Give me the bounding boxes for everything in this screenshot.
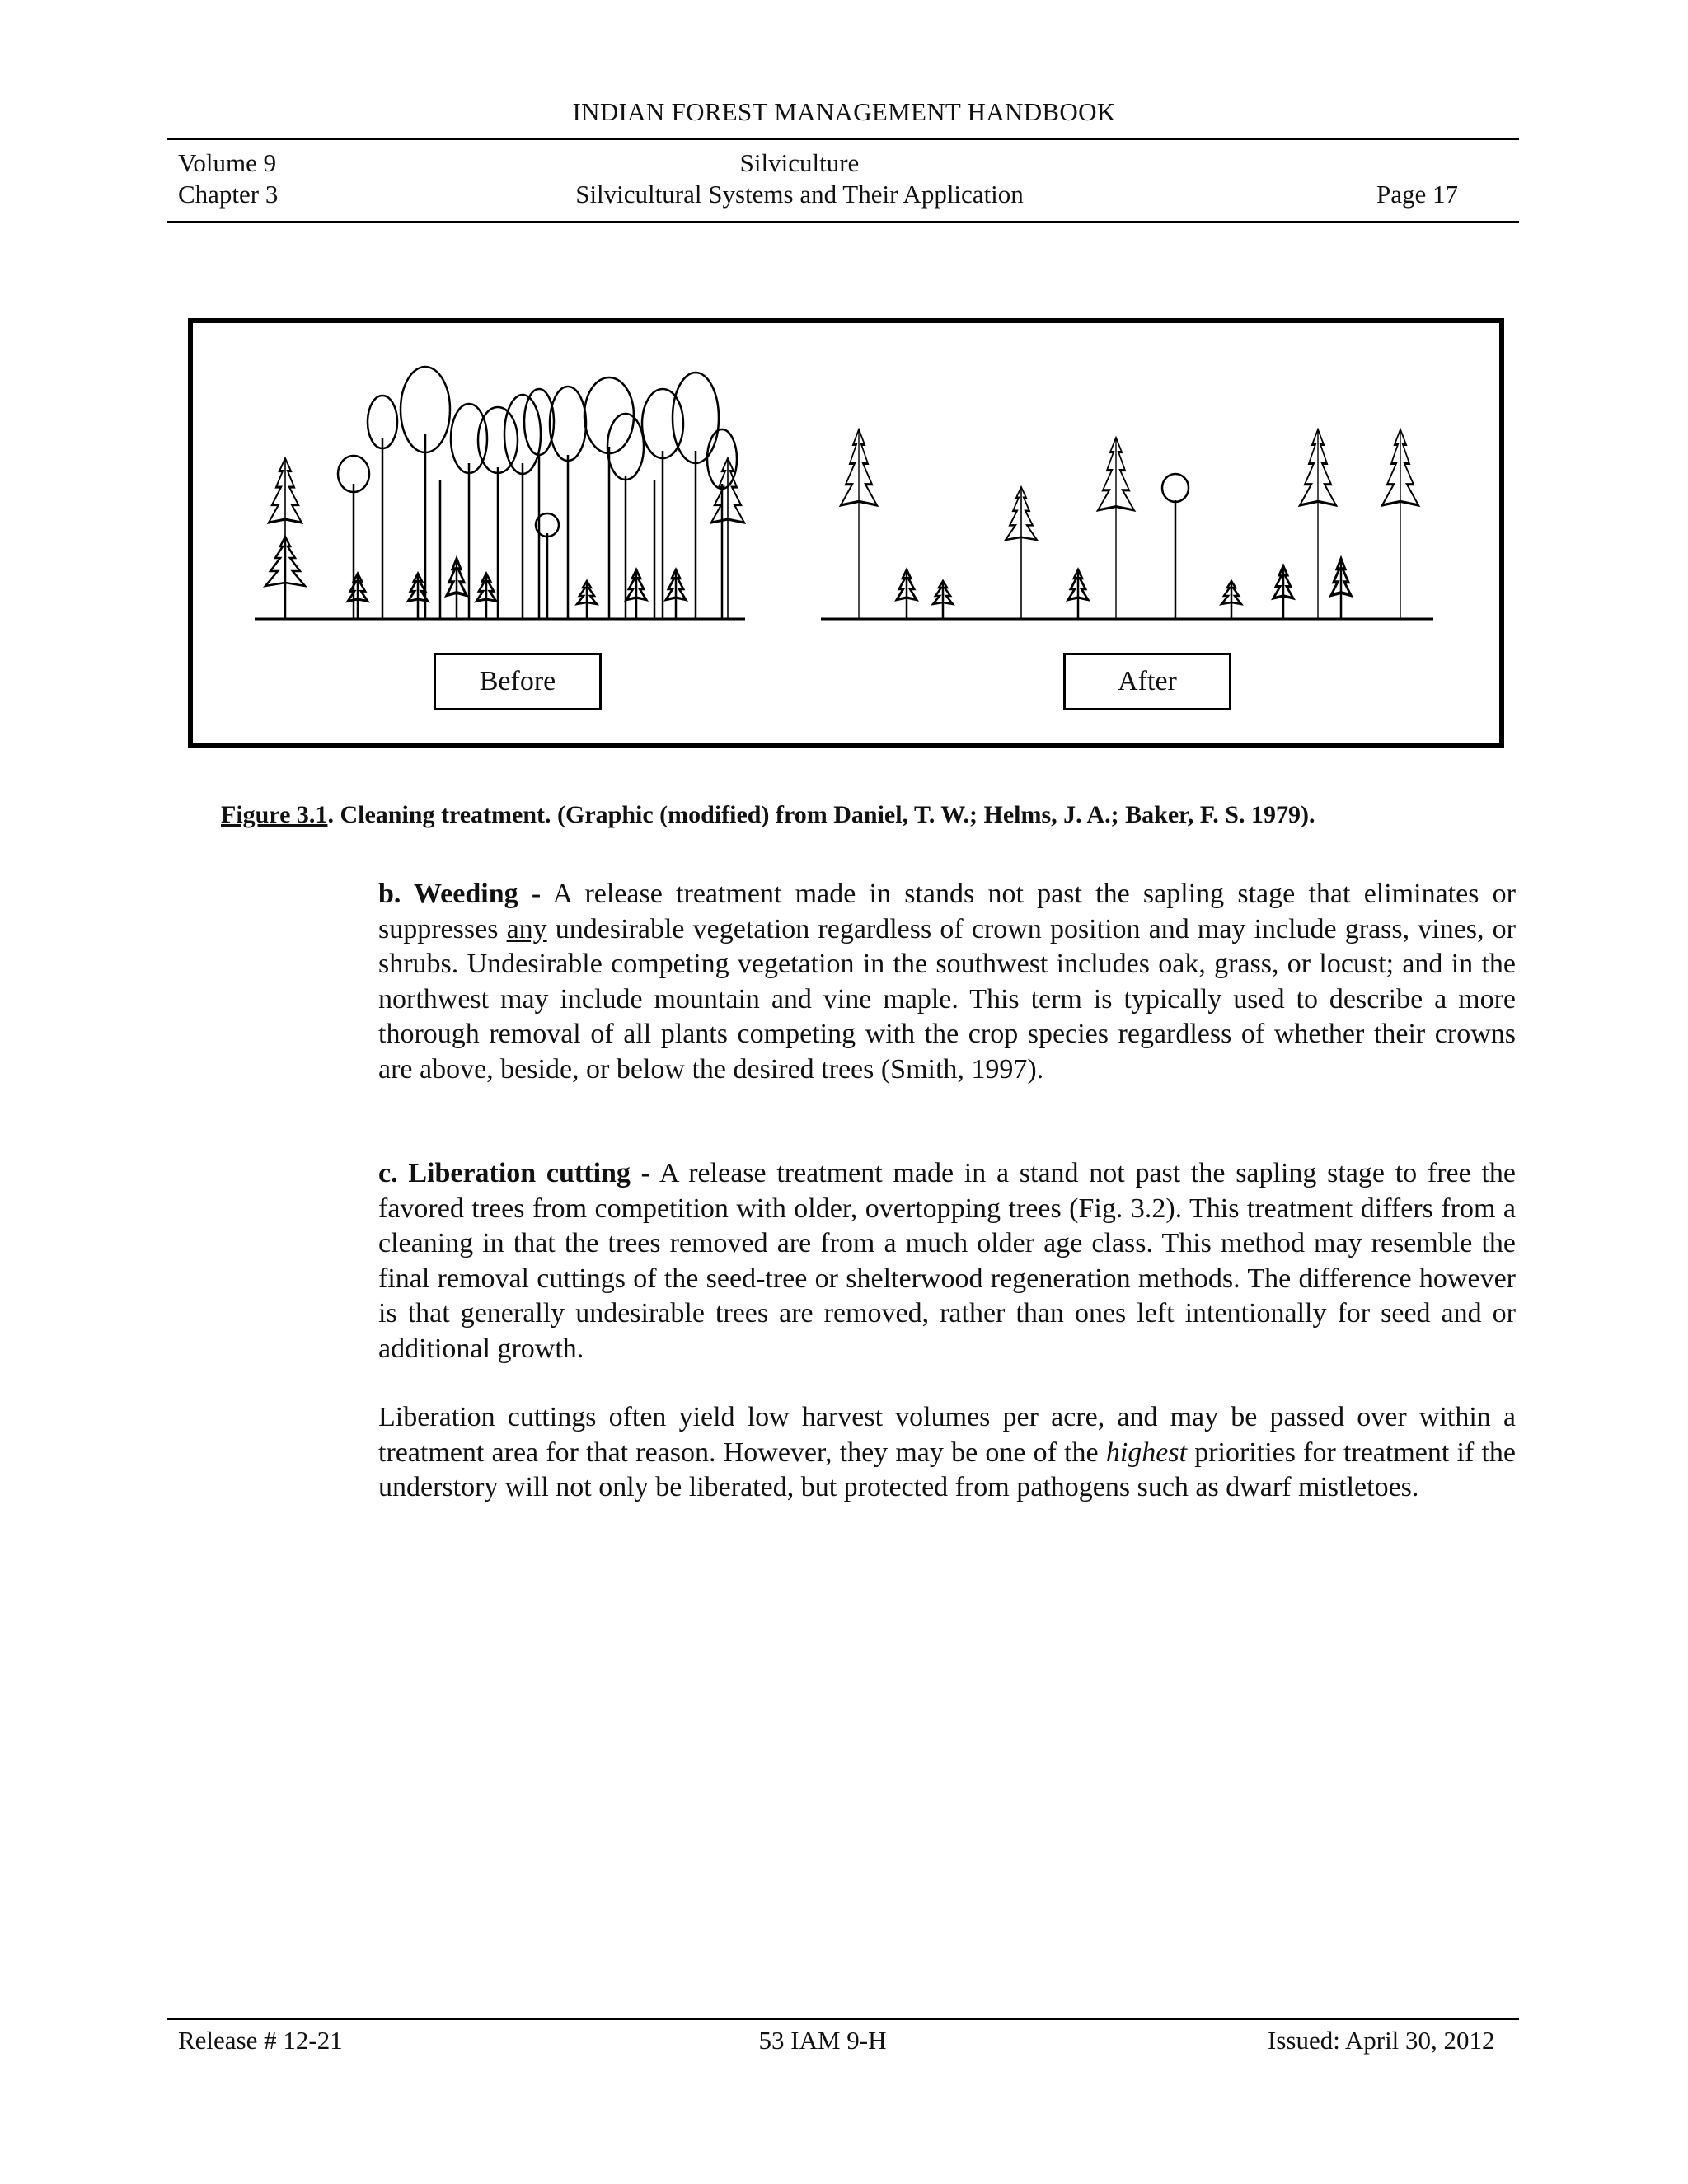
cleaning-figure — [188, 318, 1504, 748]
chapter-title: Silvicultural Systems and Their Application — [575, 180, 1024, 209]
liberation-heading: c. Liberation cutting - — [378, 1158, 650, 1188]
weeding-heading: b. Weeding - — [378, 879, 542, 909]
weeding-paragraph — [378, 877, 1516, 1087]
liberation-note-text-1: Liberation cuttings often yield low harvest volumes per acre, and may be passed over within a treatment area for that reason. However, they may be one of the — [378, 1402, 1516, 1468]
volume-label: Volume 9 — [178, 148, 277, 177]
weeding-text-1: A release treatment made in stands not past the sapling stage that eliminates or suppresses — [378, 879, 1516, 944]
liberation-text: A release treatment made in a stand not past the sapling stage to free the favored trees from competition with older, overtopping trees (Fig. 3.2). This treatment differs from a cleaning in that the trees removed are from a much older age class. This method may resemble the final removal cuttings of the seed-tree or shelterwood regeneration methods. The difference however is that generally undesirable trees are removed, rather than ones left intentionally for seed and or additional growth. — [378, 1158, 1516, 1364]
cleaning-illustration — [193, 323, 1499, 743]
weeding-underlined: any — [506, 913, 547, 944]
header-rule-top — [167, 138, 1519, 140]
weeding-text-2: undesirable vegetation regardless of crown position and may include grass, vines, or shrubs. Undesirable competing vegetation in the southwest includes oak, grass, or locust; and in the northwest may include mountain and vine maple. This term is typically used to describe a more thorough removal of all plants competing with the crop species regardless of whether their crowns are above, beside, or below the desired trees (Smith, 1997). — [378, 913, 1517, 1085]
figure-number: Figure 3.1 — [221, 801, 328, 828]
after-label: After — [1063, 653, 1231, 710]
handbook-title: INDIAN FOREST MANAGEMENT HANDBOOK — [572, 97, 1116, 126]
issued-date: Issued: April 30, 2012 — [1268, 2026, 1495, 2055]
subject-label: Silviculture — [739, 148, 860, 177]
liberation-note-text-2: priorities for treatment if the understory will not only be liberated, but protected from pathogens such as dwarf mistletoes. — [378, 1436, 1516, 1502]
chapter-label: Chapter 3 — [178, 180, 279, 209]
page-number: Page 17 — [1376, 180, 1459, 209]
liberation-note-italic: highest — [1105, 1436, 1188, 1468]
release-number: Release # 12-21 — [178, 2026, 343, 2055]
header-rule-bottom — [167, 221, 1519, 223]
figure-caption — [221, 801, 1315, 829]
before-label: Before — [434, 653, 602, 710]
liberation-note-paragraph — [378, 1400, 1516, 1506]
liberation-paragraph — [378, 1156, 1516, 1366]
footer-rule — [167, 2018, 1519, 2020]
document-code: 53 IAM 9-H — [758, 2026, 887, 2055]
figure-caption-text: . Cleaning treatment. (Graphic (modified) from Daniel, T. W.; Helms, J. A.; Baker, F. S. 1979). — [327, 801, 1315, 828]
